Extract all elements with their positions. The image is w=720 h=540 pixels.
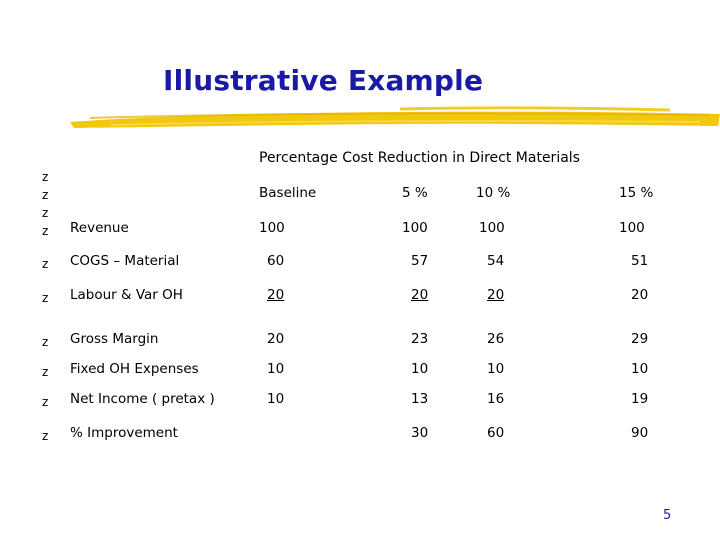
column-header-10pct: 10 %	[476, 185, 511, 201]
table-cell: 54	[487, 253, 505, 269]
table-subtitle: Percentage Cost Reduction in Direct Materials	[259, 150, 580, 166]
table-cell: 26	[487, 331, 505, 347]
table-cell: 60	[487, 425, 505, 441]
table-cell: 23	[411, 331, 429, 347]
table-cell: 10	[267, 361, 285, 377]
row-label-labour-var-oh: Labour & Var OH	[70, 287, 183, 303]
table-cell: 20	[267, 331, 285, 347]
table-cell: 100	[619, 220, 645, 236]
bullet-icon: z	[42, 257, 49, 271]
row-label-pct-improvement: % Improvement	[70, 425, 178, 441]
bullet-icon: z	[42, 291, 49, 305]
table-cell: 30	[411, 425, 429, 441]
table-cell: 51	[631, 253, 649, 269]
table-cell: 100	[479, 220, 505, 236]
row-label-revenue: Revenue	[70, 220, 129, 236]
bullet-icon: z	[42, 395, 49, 409]
table-cell: 20	[411, 287, 429, 303]
table-cell: 100	[259, 220, 285, 236]
table-cell: 19	[631, 391, 649, 407]
table-cell: 10	[631, 361, 649, 377]
bullet-icon: z	[42, 429, 49, 443]
table-cell: 16	[487, 391, 505, 407]
table-cell: 20	[631, 287, 649, 303]
row-label-net-income: Net Income ( pretax )	[70, 391, 215, 407]
column-header-15pct: 15 %	[619, 185, 654, 201]
column-header-baseline: Baseline	[259, 185, 317, 201]
table-cell: 20	[487, 287, 505, 303]
bullet-icon: z	[42, 365, 49, 379]
bullet-icon: z	[42, 188, 49, 202]
table-cell: 10	[487, 361, 505, 377]
table-cell: 29	[631, 331, 649, 347]
table-cell: 10	[267, 391, 285, 407]
bullet-icon: z	[42, 170, 49, 184]
row-label-gross-margin: Gross Margin	[70, 331, 159, 347]
column-header-5pct: 5 %	[402, 185, 428, 201]
row-label-fixed-oh-expenses: Fixed OH Expenses	[70, 361, 199, 377]
table-cell: 100	[402, 220, 428, 236]
table-cell: 10	[411, 361, 429, 377]
page-number: 5	[663, 508, 672, 523]
table-cell: 13	[411, 391, 429, 407]
table-cell: 60	[267, 253, 285, 269]
bullet-icon: z	[42, 335, 49, 349]
bullet-icon: z	[42, 206, 49, 220]
table-cell: 20	[267, 287, 285, 303]
table-cell: 90	[631, 425, 649, 441]
row-label-cogs-material: COGS – Material	[70, 253, 180, 269]
slide-title: Illustrative Example	[163, 64, 484, 97]
title-underline-brushstroke	[70, 100, 720, 136]
table-cell: 57	[411, 253, 429, 269]
bullet-icon: z	[42, 224, 49, 238]
